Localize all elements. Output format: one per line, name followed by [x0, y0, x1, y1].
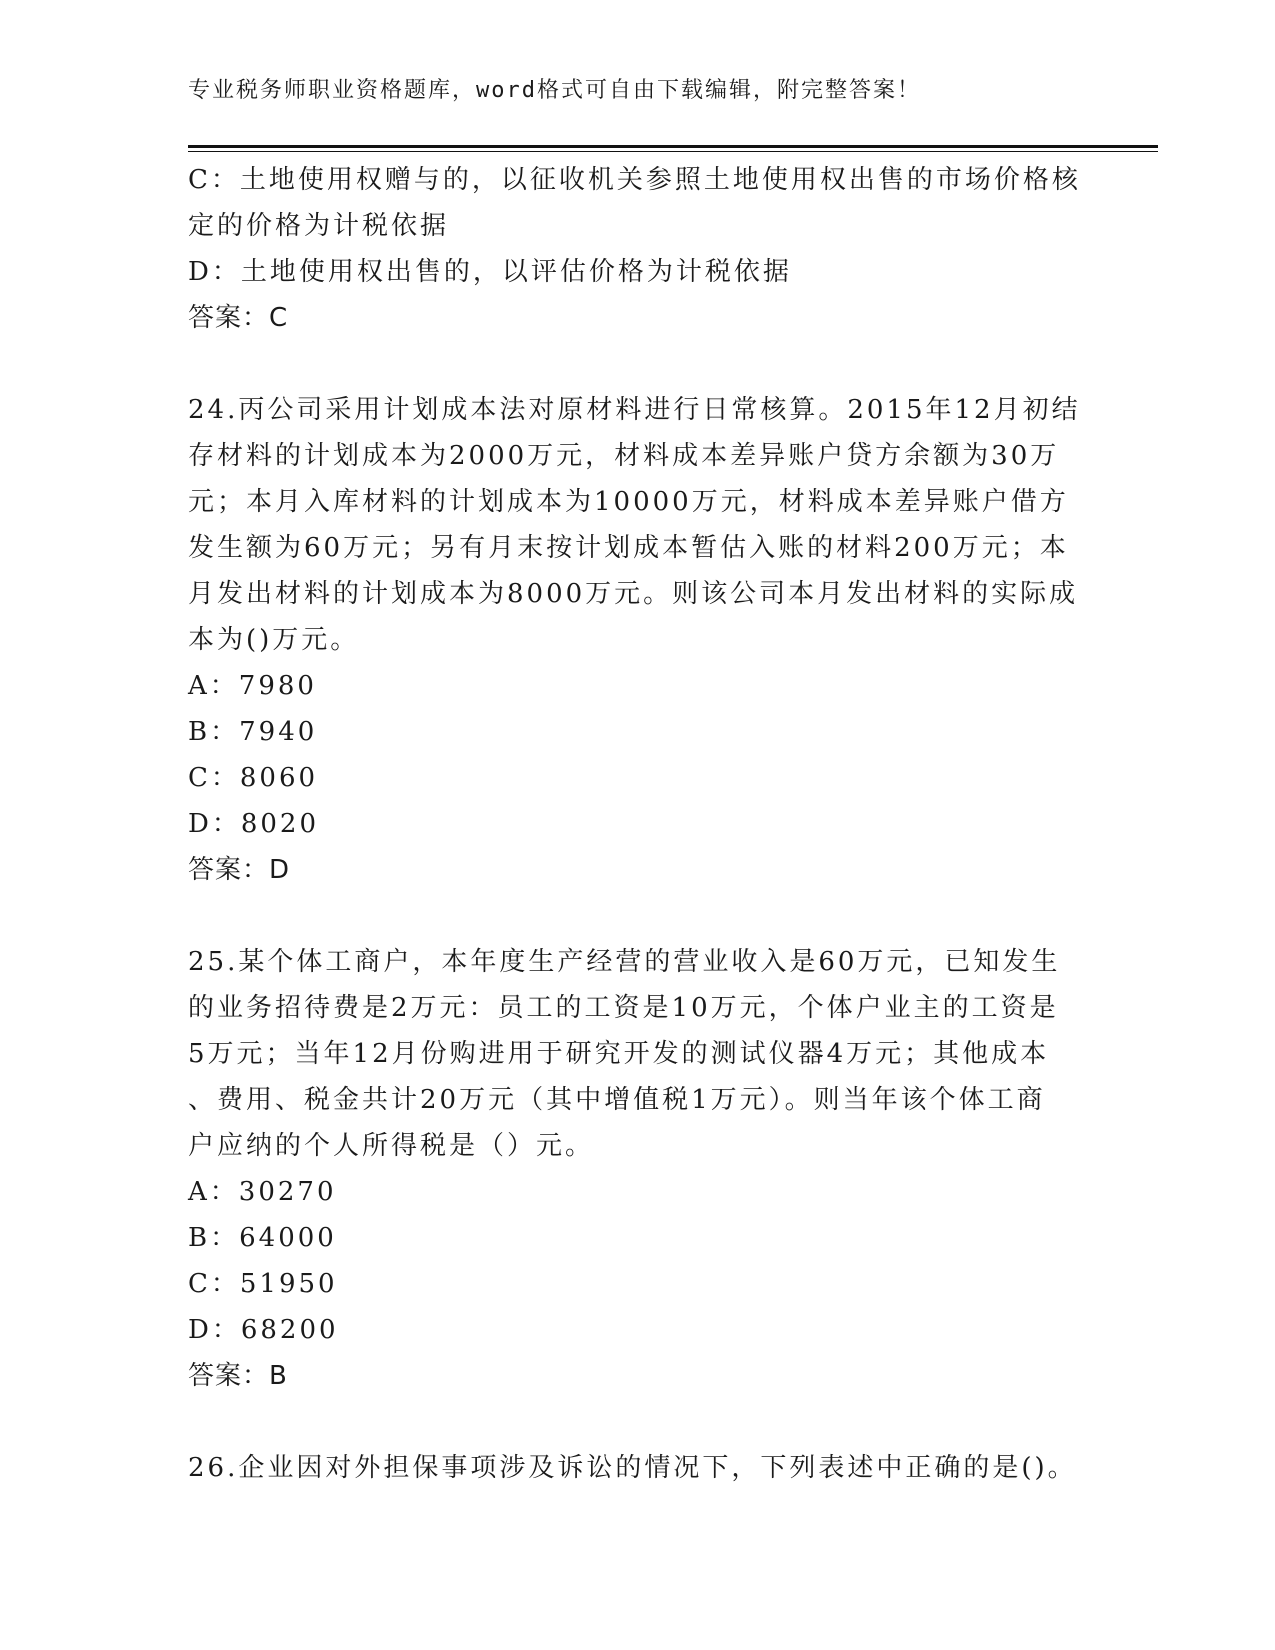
text-line: 定的价格为计税依据	[188, 211, 450, 241]
spacer	[188, 341, 1088, 387]
spacer	[188, 893, 1088, 939]
question-text: 存材料的计划成本为2000万元，材料成本差异账户贷方余额为30万	[188, 441, 1060, 471]
spacer	[188, 1399, 1088, 1445]
question-block	[188, 387, 1088, 893]
question-text: 户应纳的个人所得税是（）元。	[188, 1131, 595, 1161]
header-rule	[188, 145, 1158, 148]
option-a: A：7980	[188, 671, 317, 701]
question-text: 发生额为60万元；另有月末按计划成本暂估入账的材料200万元；本	[188, 533, 1069, 563]
header-rule-thin	[188, 151, 1158, 152]
question-text: 月发出材料的计划成本为8000万元。则该公司本月发出材料的实际成	[188, 579, 1079, 609]
page-header: 专业税务师职业资格题库，word格式可自由下载编辑，附完整答案！	[188, 78, 921, 103]
option-d: D：68200	[188, 1315, 339, 1345]
question-text: 24.丙公司采用计划成本法对原材料进行日常核算。2015年12月初结	[188, 395, 1081, 425]
option-d: D：8020	[188, 809, 320, 839]
question-text: 25.某个体工商户，本年度生产经营的营业收入是60万元，已知发生	[188, 947, 1061, 977]
question-block	[188, 157, 1088, 341]
question-text: 、费用、税金共计20万元（其中增值税1万元）。则当年该个体工商	[188, 1085, 1046, 1115]
option-c: C：51950	[188, 1269, 338, 1299]
option-d: D：土地使用权出售的，以评估价格为计税依据	[188, 257, 792, 287]
question-text: 元；本月入库材料的计划成本为10000万元，材料成本差异账户借方	[188, 487, 1069, 517]
option-a: A：30270	[188, 1177, 337, 1207]
question-text: 5万元；当年12月份购进用于研究开发的测试仪器4万元；其他成本	[188, 1039, 1050, 1069]
question-block	[188, 939, 1088, 1399]
option-c: C：8060	[188, 763, 319, 793]
document-body	[188, 157, 1088, 1491]
question-text: 的业务招待费是2万元：员工的工资是10万元，个体户业主的工资是	[188, 993, 1059, 1023]
question-text: 本为()万元。	[188, 625, 360, 655]
question-text: 26.企业因对外担保事项涉及诉讼的情况下，下列表述中正确的是()。	[188, 1453, 1077, 1483]
question-block	[188, 1445, 1088, 1491]
option-b: B：7940	[188, 717, 318, 747]
text-line: C：土地使用权赠与的，以征收机关参照土地使用权出售的市场价格核	[188, 165, 1081, 195]
answer-line: 答案：C	[188, 303, 289, 333]
answer-line: 答案：B	[188, 1361, 288, 1391]
answer-line: 答案：D	[188, 855, 291, 885]
option-b: B：64000	[188, 1223, 337, 1253]
